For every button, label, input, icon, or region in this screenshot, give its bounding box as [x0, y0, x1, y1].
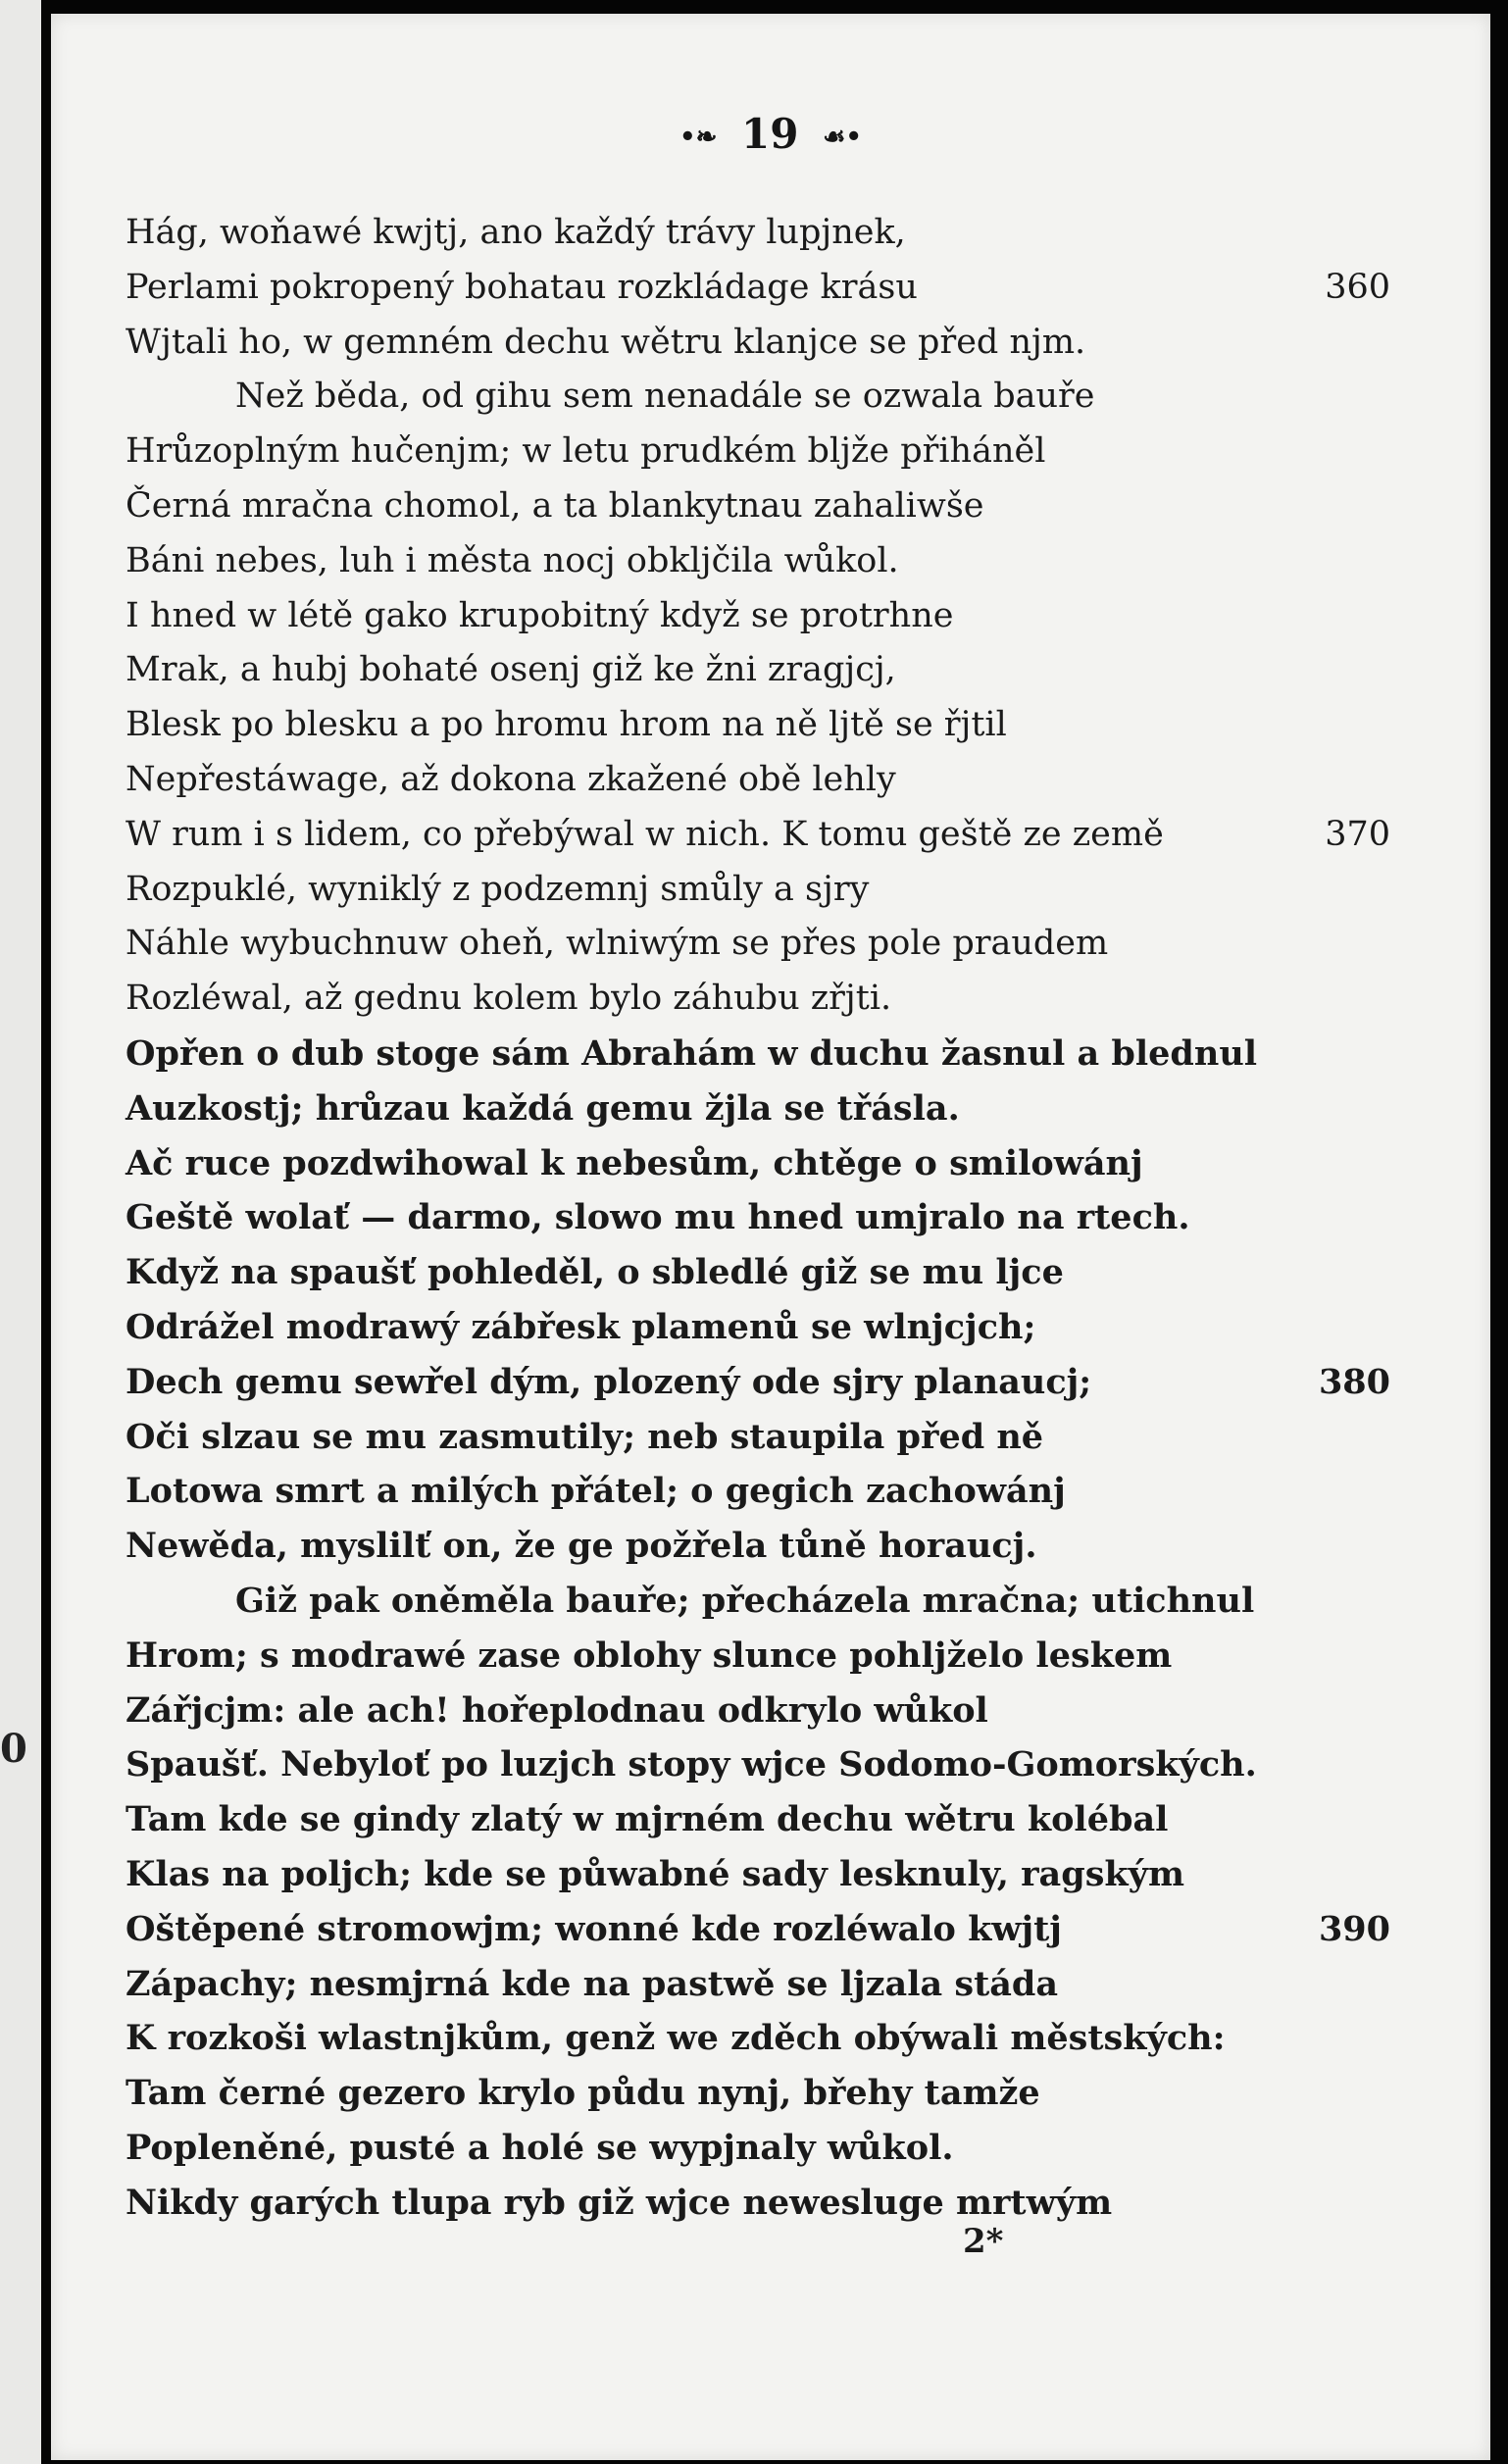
line-number: 380 [1318, 1361, 1390, 1402]
verse-line [126, 1410, 1390, 1465]
verse-line [126, 917, 1390, 972]
verse-line [126, 1027, 1390, 1081]
verse-line-text: Zářjcjm: ale ach! hořeplodnau odkrylo wůkol [126, 1689, 988, 1731]
verse-line [126, 1245, 1390, 1300]
verse-line-text: W rum i s lidem, co přebýwal w nich. K tomu geště ze země [126, 814, 1164, 854]
verse-line-text: Oštěpené stromowjm; wonné kde rozléwalo kwjtj [126, 1908, 1062, 1949]
verse-line [126, 1792, 1390, 1847]
verse-line-text: Auzkostj; hrůzau každá gemu žjla se třásla. [126, 1087, 960, 1129]
verse-line [126, 206, 1390, 261]
ornament-left-icon: •❧ [679, 123, 718, 152]
verse-line [126, 1902, 1390, 1957]
verse-line-text: Popleněné, pusté a holé se wypjnaly wůkol. [126, 2127, 954, 2168]
verse-line-text: Tam černé gezero krylo půdu nynj, břehy tamže [126, 2073, 1040, 2114]
verse-line-text: Náhle wybuchnuw oheň, wlniwým se přes pole praudem [126, 924, 1109, 964]
verse-line [126, 2066, 1390, 2121]
verse-line-text: Mrak, a hubj bohaté osenj giž ke žni zragjcj, [126, 650, 896, 690]
page-number: 19 [741, 110, 799, 158]
verse-line [126, 1519, 1390, 1574]
verse-line [126, 316, 1390, 371]
verse-line-text: Geště wolať — darmo, slowo mu hned umjralo na rtech. [126, 1197, 1190, 1238]
verse-line [126, 1574, 1390, 1629]
verse-line [126, 1136, 1390, 1191]
verse-line-text: Hrom; s modrawé zase oblohy slunce pohljželo leskem [126, 1634, 1173, 1676]
verse-line-text: Než běda, od gihu sem nenadále se ozwala bauře [235, 377, 1095, 417]
verse-line-text: Giž pak oněměla bauře; přecházela mračna; utichnul [235, 1580, 1255, 1621]
verse-line-text: Dech gemu sewřel dým, plozený ode sjry planaucj; [126, 1361, 1092, 1402]
verse-line-text: Ač ruce pozdwihowal k nebesům, chtěge o smilowánj [126, 1142, 1143, 1183]
verse-line-text: K rozkoši wlastnjkům, genž we zděch obýwali městských: [126, 2018, 1226, 2059]
verse-line [126, 479, 1390, 534]
verse-line-text: Lotowa smrt a milých přátel; o gegich zachowánj [126, 1471, 1066, 1512]
verse-line [126, 1355, 1390, 1410]
printer-signature-mark: 2* [963, 2222, 1004, 2261]
verse-line [126, 1684, 1390, 1738]
verse-line [126, 863, 1390, 918]
verse-line-text: Oči slzau se mu zasmutily; neb staupila před ně [126, 1416, 1044, 1457]
line-number: 360 [1325, 267, 1390, 307]
adjacent-page-edge [0, 0, 41, 2464]
verse-line [126, 2121, 1390, 2176]
verse-line-text: I hned w létě gako krupobitný když se protrhne [126, 595, 954, 635]
verse-line-text: Spaušť. Nebyloť po luzjch stopy wjce Sodomo-Gomorských. [126, 1744, 1257, 1785]
verse-line [126, 1081, 1390, 1136]
verse-line-text: Černá mračna chomol, a ta blankytnau zahaliwše [126, 485, 984, 526]
line-number: 390 [1318, 1908, 1390, 1949]
verse-line [126, 1737, 1390, 1792]
verse-line-text: Odrážel modrawý zábřesk plamenů se wlnjcjch; [126, 1306, 1036, 1347]
verse-line [126, 972, 1390, 1027]
verse-line-text: Opřen o dub stoge sám Abrahám w duchu žasnul a blednul [126, 1032, 1258, 1074]
verse-line [126, 2011, 1390, 2066]
adjacent-page-fragment: 0 [0, 1726, 27, 1772]
verse-line [126, 370, 1390, 425]
verse-line-text: Nikdy garých tlupa ryb giž wjce newesluge mrtwým [126, 2182, 1113, 2223]
verse-line-text: Nepřestáwage, až dokona zkažené obě lehly [126, 759, 896, 799]
verse-line-text: Tam kde se gindy zlatý w mjrném dechu wětru kolébal [126, 1799, 1169, 1840]
verse-line-text: Hág, woňawé kwjtj, ano každý trávy lupjnek, [126, 213, 906, 252]
verse-line [126, 1629, 1390, 1684]
verse-line-text: Báni nebes, luh i města nocj obkljčila wůkol. [126, 540, 899, 580]
verse-line [126, 534, 1390, 589]
verse-line [126, 1300, 1390, 1355]
line-number: 370 [1325, 814, 1390, 854]
verse-line [126, 2176, 1390, 2231]
verse-line [126, 698, 1390, 753]
verse-text [126, 206, 1390, 2230]
verse-line-text: Když na spaušť pohleděl, o sbledlé giž se mu ljce [126, 1252, 1064, 1293]
verse-line-text: Hrůzoplným hučenjm; w letu prudkém bljže přiháněl [126, 431, 1046, 472]
verse-line [126, 808, 1390, 863]
verse-line-text: Wjtali ho, w gemném dechu wětru klanjce se před njm. [126, 322, 1086, 362]
verse-line-text: Zápachy; nesmjrná kde na pastwě se ljzala stáda [126, 1963, 1059, 2004]
verse-line-text: Newěda, myslilť on, že ge požřela tůně horaucj. [126, 1526, 1037, 1567]
verse-line [126, 589, 1390, 644]
verse-line-text: Rozpuklé, wyniklý z podzemnj smůly a sjry [126, 869, 870, 909]
verse-line-text: Blesk po blesku a po hromu hrom na ně ljtě se řjtil [126, 705, 1007, 745]
verse-line [126, 1464, 1390, 1519]
page-header [51, 110, 1490, 158]
verse-line [126, 643, 1390, 698]
verse-line [126, 1190, 1390, 1245]
verse-line [126, 1847, 1390, 1902]
verse-line [126, 425, 1390, 479]
verse-line [126, 1957, 1390, 2012]
verse-line-text: Klas na poljch; kde se půwabné sady lesknuly, ragským [126, 1853, 1185, 1894]
book-page [51, 14, 1490, 2460]
verse-line-text: Perlami pokropený bohatau rozkládage krásu [126, 267, 918, 307]
ornament-right-icon: ☙• [823, 123, 863, 152]
verse-line-text: Rozléwal, až gednu kolem bylo záhubu zřjti. [126, 979, 892, 1019]
verse-line [126, 261, 1390, 316]
verse-line [126, 753, 1390, 808]
